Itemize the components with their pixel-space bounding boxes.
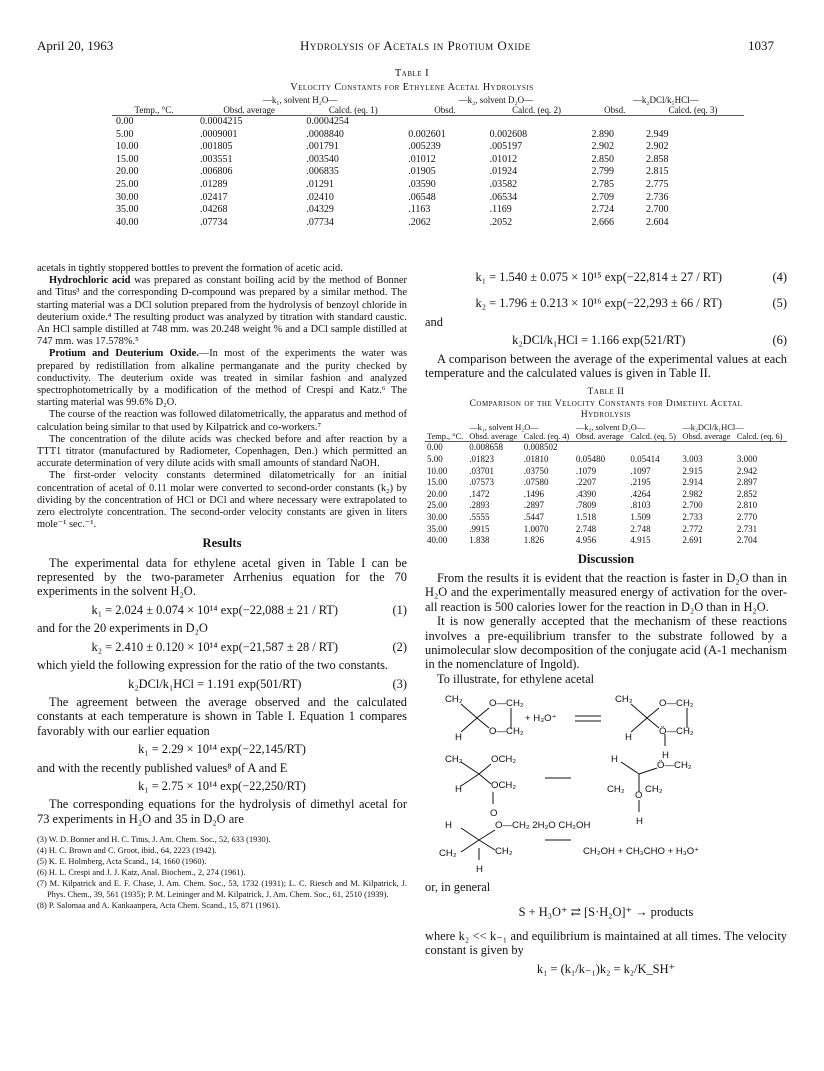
- equation-text: k₂DCl/k₁HCl = 1.166 exp(521/RT): [512, 333, 686, 348]
- equation-text: k₁ = 1.540 ± 0.075 × 10¹⁵ exp(−22,814 ± 27 / RT): [475, 270, 723, 284]
- table-cell: .04268: [199, 204, 228, 216]
- table-cell: .1496: [523, 488, 545, 499]
- equation-number: (1): [392, 602, 407, 617]
- table-cell: .001791: [306, 141, 339, 153]
- equation-5: [425, 296, 787, 310]
- table-cell: .5447: [523, 512, 545, 523]
- table-cell: 2.666: [591, 216, 614, 228]
- table-cell: 3.003: [682, 454, 703, 465]
- equation-6: [425, 333, 787, 347]
- table-cell: 0.0004254: [306, 116, 349, 127]
- svg-text:CH₂OH + CH₃CHO + H₃O⁺: CH₂OH + CH₃CHO + H₃O⁺: [583, 846, 700, 858]
- table-cell: .2207: [575, 477, 597, 488]
- table1-row: [112, 217, 744, 230]
- table-cell: .2052: [489, 216, 513, 228]
- reference-item: (7) M. Kilpatrick and E. F. Chase, J. Am. Chem. Soc., 53, 1732 (1931); L. C. Riesch and M. Kilpatrick, J. Phys. Chem., 39, 561 (1935); P. M. Leininger and M. Kilpatrick, J. Am. Chem. Soc., 61, 2510 (1939).: [37, 879, 407, 900]
- table-cell: 2.748: [630, 523, 651, 534]
- table-cell: 1.509: [630, 512, 651, 523]
- table2-col-header: Obsd. average: [575, 432, 624, 442]
- table-cell: 2.982: [682, 488, 703, 499]
- svg-text:H: H: [445, 820, 452, 832]
- table-cell: [486, 116, 588, 129]
- table-cell: 2.731: [736, 523, 758, 534]
- table2-row: [425, 442, 787, 454]
- svg-text:Ö—CH₂: Ö—CH₂: [657, 760, 692, 772]
- table-cell: .02417: [199, 191, 228, 203]
- table-cell: 2.897: [736, 477, 758, 488]
- table-cell: .005239: [408, 141, 441, 153]
- table-cell: 0.002601: [408, 128, 446, 140]
- table-cell: 0.008502: [523, 442, 558, 453]
- table-cell-temp: 20.00: [116, 166, 139, 178]
- reaction-scheme-figure: [425, 688, 787, 878]
- table-cell: .0009001: [199, 128, 238, 140]
- table-cell: .04329: [306, 204, 334, 216]
- running-title: Hydrolysis of Acetals in Protium Oxide: [300, 38, 531, 53]
- table-cell: .1163: [408, 204, 431, 216]
- table2-col-header: Calcd. (eq. 5): [630, 432, 676, 442]
- table1-col-header: Calcd. (eq. 1): [328, 105, 378, 115]
- table1-col-header: Obsd. average: [223, 105, 275, 115]
- table-cell: [628, 442, 680, 454]
- left-column: [37, 263, 407, 911]
- table-cell: .8103: [630, 500, 651, 511]
- equation-number: (4): [772, 270, 787, 284]
- reference-item: (8) P. Salomaa and A. Kankaanpera, Acta Chem. Scand., 15, 871 (1961).: [37, 901, 281, 911]
- paragraph-text: was prepared as constant boiling acid by the method of Bonner and Titus³ and the corresponding D-compound was prepared by a similar method. The starting material was a DCl solution prepared from the hydrolysis of benzoyl chloride in deuterium oxide.⁴ The resulting product was analyzed by titration with standard caustic. An HCl sample distilled at 748 mm. was 20.248 weight % and a DCl sample distilled at 747 mm. was 17.578%.⁵: [37, 275, 407, 348]
- paragraph: and for the 20 experiments in D₂O: [37, 621, 208, 636]
- table-cell: [404, 116, 485, 129]
- table2-col-header: Obsd. average: [682, 432, 731, 442]
- svg-text:O: O: [635, 790, 643, 802]
- table-cell: .2195: [630, 477, 651, 488]
- table-cell: 2.902: [646, 141, 669, 153]
- table-cell: 1.0070: [523, 523, 549, 534]
- table2-col-header: Calcd. (eq. 6): [736, 432, 783, 442]
- svg-text:H: H: [636, 816, 643, 828]
- table-cell: .01905: [408, 166, 436, 178]
- table-cell: 0.0004215: [199, 116, 243, 127]
- table-cell: 0.05480: [575, 454, 606, 465]
- paragraph: [37, 348, 407, 409]
- table-cell: .07734: [199, 216, 228, 228]
- svg-text:O—CH₂ 2H₂O CH₂OH: O—CH₂ 2H₂O CH₂OH: [495, 820, 591, 832]
- table-cell: 2.890: [591, 128, 614, 140]
- table1-row: [112, 116, 744, 129]
- table-cell: [574, 442, 629, 454]
- table-cell: [735, 442, 787, 454]
- table-cell-temp: 40.00: [427, 535, 448, 546]
- table-cell-temp: 0.00: [427, 442, 443, 453]
- table-cell: .003551: [199, 153, 233, 165]
- table-cell: .01823: [469, 454, 495, 465]
- paragraph: The agreement between the average observed and the calculated constants at each temperature is shown in Table I. Equation 1 compares favorably with our earlier equation: [37, 694, 407, 738]
- paragraph: To illustrate, for ethylene acetal: [437, 671, 595, 686]
- table-cell: .7809: [575, 500, 597, 511]
- equation-4: [425, 270, 787, 284]
- table-cell-temp: 5.00: [427, 454, 443, 465]
- table2-col-header: Calcd. (eq. 4): [523, 432, 570, 442]
- table-cell-temp: 5.00: [116, 128, 134, 140]
- table-cell: 0.05414: [630, 454, 660, 465]
- table-cell: 2.736: [646, 191, 669, 203]
- table2-row: [425, 477, 787, 489]
- reference-item: (3) W. D. Bonner and H. C. Titus, J. Am. Chem. Soc., 52, 633 (1930).: [37, 835, 271, 845]
- table-cell: 2.942: [736, 465, 758, 476]
- table-cell: .07734: [306, 216, 334, 228]
- svg-text:H: H: [455, 732, 462, 744]
- table2-caption: Comparison of the Velocity Constants for Dimethyl Acetal Hydrolysis: [469, 398, 743, 420]
- table1-head-k1: —k₁, solvent H₂O—: [262, 95, 338, 105]
- table-cell: 2.902: [591, 141, 614, 153]
- table-cell: .07580: [523, 477, 549, 488]
- table2-head-ratio: —k₂DCl/k₁HCl—: [682, 422, 744, 432]
- table-cell: 2.700: [646, 204, 669, 216]
- paragraph: A comparison between the average of the experimental values at each temperature and the calculated values is given in Table II.: [425, 351, 787, 381]
- svg-text:+ H₃O⁺: + H₃O⁺: [525, 713, 557, 725]
- svg-text:CH₂: CH₂: [445, 694, 463, 706]
- paragraph: It is now generally accepted that the mechanism of these reactions involves a pre-equilibrium transfer to the substrate followed by a unimolecular slow decomposition of the conjugate acid (A-1 mechanism in the nomenclature of Ingold).: [425, 614, 787, 672]
- table-cell: .01291: [306, 178, 334, 190]
- table-cell: 2.691: [682, 535, 703, 546]
- table-cell: .4264: [630, 488, 651, 499]
- paragraph: acetals in tightly stoppered bottles to prevent the formation of acetic acid.: [37, 263, 343, 274]
- table-cell: 1.838: [469, 535, 490, 546]
- svg-text:H: H: [455, 784, 462, 796]
- table2-row: [425, 512, 787, 524]
- table-cell-temp: 10.00: [427, 465, 448, 476]
- table-cell: .2893: [469, 500, 490, 511]
- svg-text:Ö—CH₂: Ö—CH₂: [659, 726, 694, 738]
- table-cell: 2.785: [591, 178, 614, 190]
- table-cell: .006835: [306, 166, 339, 178]
- table-cell: [588, 116, 643, 129]
- table-cell: 2.748: [575, 523, 597, 534]
- table-cell: 3.000: [736, 454, 758, 465]
- paragraph: which yield the following expression for the ratio of the two constants.: [37, 658, 388, 673]
- svg-text:CH₂: CH₂: [607, 784, 625, 796]
- table-cell: 2.799: [591, 166, 614, 178]
- table1-row: [112, 166, 744, 179]
- table-cell: .01012: [408, 153, 436, 165]
- table-cell-temp: 35.00: [427, 523, 448, 534]
- table-cell: 2.733: [682, 512, 703, 523]
- table1-row: [112, 204, 744, 217]
- paragraph: and: [425, 314, 443, 329]
- table-cell: .06534: [489, 191, 518, 203]
- table-cell: .1169: [489, 204, 512, 216]
- svg-text:CH₂: CH₂: [495, 846, 513, 858]
- table-cell-temp: 35.00: [116, 204, 139, 216]
- table-cell-temp: 10.00: [116, 141, 139, 153]
- equation-1: [37, 603, 407, 617]
- table-cell: 2.915: [682, 465, 703, 476]
- svg-text:O—CH₂: O—CH₂: [489, 698, 524, 710]
- table-cell-temp: 30.00: [116, 191, 139, 203]
- table-cell: 2.724: [591, 204, 614, 216]
- table-cell: 2.709: [591, 191, 614, 203]
- table-cell: .01012: [489, 153, 518, 165]
- running-date: April 20, 1963: [37, 38, 114, 53]
- table-cell: 2.858: [646, 153, 669, 165]
- table-cell-temp: 15.00: [116, 153, 139, 165]
- table-cell: .1472: [469, 488, 490, 499]
- table-cell: [642, 116, 744, 129]
- table-cell-temp: 25.00: [116, 178, 139, 190]
- table1: [112, 95, 744, 229]
- table-cell: 0.002608: [489, 128, 528, 140]
- table2-row: [425, 489, 787, 501]
- reference-item: (4) H. C. Brown and C. Groot, ibid., 64, 2223 (1942).: [37, 846, 217, 856]
- table-cell: .03582: [489, 178, 518, 190]
- equation-number: (2): [392, 639, 407, 654]
- results-heading: Results: [202, 536, 242, 551]
- table1-row: [112, 179, 744, 192]
- table-cell: .07573: [469, 477, 495, 488]
- table-cell-temp: 15.00: [427, 477, 448, 488]
- reference-item: (6) H. L. Crespi and J. J. Katz, Anal. Biochem., 2, 274 (1961).: [37, 868, 246, 878]
- discussion-heading: Discussion: [577, 551, 635, 566]
- table-cell: 2.775: [646, 178, 669, 190]
- paragraph: The course of the reaction was followed dilatometrically, the apparatus and method of calculation being similar to that used by Kilpatrick and co-workers.⁷: [37, 409, 407, 433]
- table-cell: .4390: [575, 488, 597, 499]
- paragraph: The corresponding equations for the hydrolysis of dimethyl acetal for 73 experiments in H₂O and 35 in D₂O are: [37, 797, 407, 826]
- table2-head-k1: —k₁, solvent H₂O—: [469, 422, 539, 432]
- table-cell: 2.852: [736, 488, 758, 499]
- table-cell: .03590: [408, 178, 436, 190]
- equation-2: [37, 640, 407, 654]
- table-cell: .03701: [469, 465, 495, 476]
- paragraph-text: —In most of the experiments the water was prepared by redistillation from alkaline permanganate and the purity checked by conductivity. The deuterium oxide was treated in similar fashion and analyzed spectrophotometrically by a modification of the method of Crespi and Katz.⁶ The starting material was 99.6% D₂O.: [37, 348, 407, 409]
- table2-row: [425, 535, 787, 547]
- svg-text:O—CH₂: O—CH₂: [489, 726, 524, 738]
- table1-label: Table I: [394, 68, 430, 79]
- equation-3: [37, 677, 407, 691]
- table-cell: 2.850: [591, 153, 614, 165]
- table-cell: .1097: [630, 465, 651, 476]
- equation-text: k₂ = 2.410 ± 0.120 × 10¹⁴ exp(−21,587 ± 28 / RT): [91, 639, 339, 654]
- table-cell: 2.810: [736, 500, 758, 511]
- table1-col-header: Obsd.: [604, 105, 626, 115]
- table1-col-header: Temp., °C.: [134, 105, 174, 115]
- table-cell: 2.704: [736, 535, 758, 546]
- table-cell: 1.826: [523, 535, 545, 546]
- table-cell: 2.770: [736, 512, 758, 523]
- table-cell-temp: 30.00: [427, 512, 448, 523]
- equation-number: (6): [772, 333, 787, 348]
- table-cell-temp: 20.00: [427, 488, 448, 499]
- table2-row: [425, 466, 787, 478]
- svg-text:CH₂: CH₂: [445, 754, 463, 766]
- right-column: [425, 262, 787, 980]
- table2-row: [425, 524, 787, 536]
- equation-text: k₁ = 2.024 ± 0.074 × 10¹⁴ exp(−22,088 ± 21 / RT): [91, 602, 339, 617]
- paragraph: From the results it is evident that the reaction is faster in D₂O than in H₂O and the experimentally measured energy of activation for the over-all reaction is 500 calories lower for the reaction in D₂O than in H₂O.: [425, 571, 787, 614]
- table-cell: 1.518: [575, 512, 597, 523]
- table-cell: .005197: [489, 141, 523, 153]
- table-cell: .0008840: [306, 128, 344, 140]
- equation-number: (5): [772, 296, 787, 311]
- general-scheme: S + H₃O⁺ ⇄ [S·H₂O]⁺ → products: [518, 904, 694, 919]
- table-cell-temp: 40.00: [116, 216, 139, 228]
- equation-a: k₁ = 2.29 × 10¹⁴ exp(−22,145/RT): [138, 742, 306, 757]
- equation-b: k₁ = 2.75 × 10¹⁴ exp(−22,250/RT): [138, 778, 306, 793]
- svg-text:CH₂: CH₂: [439, 848, 457, 860]
- svg-text:O—CH₂: O—CH₂: [659, 698, 694, 710]
- table-cell: .02410: [306, 191, 334, 203]
- table-cell: .06548: [408, 191, 436, 203]
- table-cell: 2.914: [682, 477, 703, 488]
- table-cell-temp: 0.00: [116, 116, 134, 127]
- table-cell: 4.915: [630, 535, 651, 546]
- table-cell: 2.700: [682, 500, 703, 511]
- table-cell: .006806: [199, 166, 233, 178]
- page-number: 1037: [748, 38, 774, 53]
- table1-row: [112, 154, 744, 167]
- table1-row: [112, 141, 744, 154]
- table1-col-header: Obsd.: [434, 105, 456, 115]
- table1-col-header: Calcd. (eq. 3): [668, 105, 718, 115]
- svg-text:H: H: [476, 864, 483, 876]
- svg-text:CH₂: CH₂: [615, 694, 633, 706]
- svg-text:OCH₂: OCH₂: [491, 754, 517, 766]
- table-cell: .2062: [408, 216, 431, 228]
- svg-text:H: H: [625, 732, 632, 744]
- paragraph: The experimental data for ethylene acetal given in Table I can be represented by the two-parameter Arrhenius equation for the 70 experiments in the solvent H₂O.: [37, 555, 407, 599]
- table2-col-header: Temp., °C.: [427, 432, 464, 442]
- paragraph: The concentration of the dilute acids was checked before and after reaction by a TTT1 titrator (manufactured by Radiometer, Copenhagen, Den.) which permitted an accurate determination of very dilute acids with small amounts of standard NaOH.: [37, 433, 407, 470]
- table-cell-temp: 25.00: [427, 500, 448, 511]
- table-cell: .01810: [523, 454, 549, 465]
- svg-text:H: H: [611, 754, 618, 766]
- table2-row: [425, 454, 787, 466]
- equation-text: k₂ = 1.796 ± 0.213 × 10¹⁶ exp(−22,293 ± 66 / RT): [475, 296, 723, 311]
- paragraph: The first-order velocity constants determined dilatometrically for an initial concentration of acetal of 0.11 molar were converted to second-order constants (k₂) by dividing by the concentration of HCl or DCl and where necessary were extrapolated to zero electrolyte concentration. The second-order velocity constants are given in liters mole⁻¹ sec.⁻¹.: [37, 470, 407, 531]
- table-cell: 2.949: [646, 128, 669, 140]
- table2-head-k2: —k₂, solvent D₂O—: [575, 422, 646, 432]
- table1-col-header: Calcd. (eq. 2): [512, 105, 562, 115]
- table1-row: [112, 192, 744, 205]
- table-cell: .1079: [575, 465, 597, 476]
- svg-text:CH₂: CH₂: [645, 784, 663, 796]
- table-cell: 2.815: [646, 166, 669, 178]
- table-cell: .01289: [199, 178, 228, 190]
- paragraph: and with the recently published values⁸ of A and E: [37, 760, 288, 775]
- table-cell: .01924: [489, 166, 518, 178]
- equation-text: k₂DCl/k₁HCl = 1.191 exp(501/RT): [128, 676, 302, 691]
- table1-row: [112, 129, 744, 142]
- table1-head-k2: —k₂, solvent D₂O—: [458, 95, 534, 105]
- table1-head-ratio: —k₂DCl/k₁HCl—: [632, 95, 699, 105]
- references: [37, 834, 407, 911]
- table-cell: .001805: [199, 141, 233, 153]
- table-cell: .9915: [469, 523, 490, 534]
- table-cell: [680, 442, 735, 454]
- table2-col-header: Obsd. average: [469, 432, 518, 442]
- svg-text:H: H: [662, 750, 669, 762]
- table-cell: .003540: [306, 153, 339, 165]
- table-cell: .03750: [523, 465, 549, 476]
- table-cell: 2.772: [682, 523, 703, 534]
- paragraph: or, in general: [425, 880, 491, 895]
- table2: [425, 423, 787, 547]
- svg-text:O: O: [490, 808, 498, 820]
- table-cell: .2897: [523, 500, 545, 511]
- table-cell: 2.604: [646, 216, 669, 228]
- table-cell: .5555: [469, 512, 490, 523]
- table1-caption: Velocity Constants for Ethylene Acetal Hydrolysis: [290, 82, 534, 93]
- equation-number: (3): [392, 676, 407, 691]
- paragraph: where k₂ << k₋₁ and equilibrium is maintained at all times. The velocity constant is given by: [425, 929, 787, 958]
- section-run-in-head: Hydrochloric acid: [49, 275, 131, 287]
- reference-item: (5) K. E. Holmberg, Acta Scand., 14, 1660 (1960).: [37, 857, 207, 867]
- section-run-in-head: Protium and Deuterium Oxide.: [49, 348, 199, 360]
- table-cell: 4.956: [575, 535, 597, 546]
- table-cell: 0.008658: [469, 442, 504, 453]
- equation-7: k₁ = (k₁/k₋₁)k₂ = k₂/K_SH⁺: [536, 961, 676, 976]
- table2-label: Table II: [587, 386, 625, 398]
- svg-text:OCH₂: OCH₂: [491, 780, 517, 792]
- table2-row: [425, 500, 787, 512]
- paragraph: [37, 275, 407, 348]
